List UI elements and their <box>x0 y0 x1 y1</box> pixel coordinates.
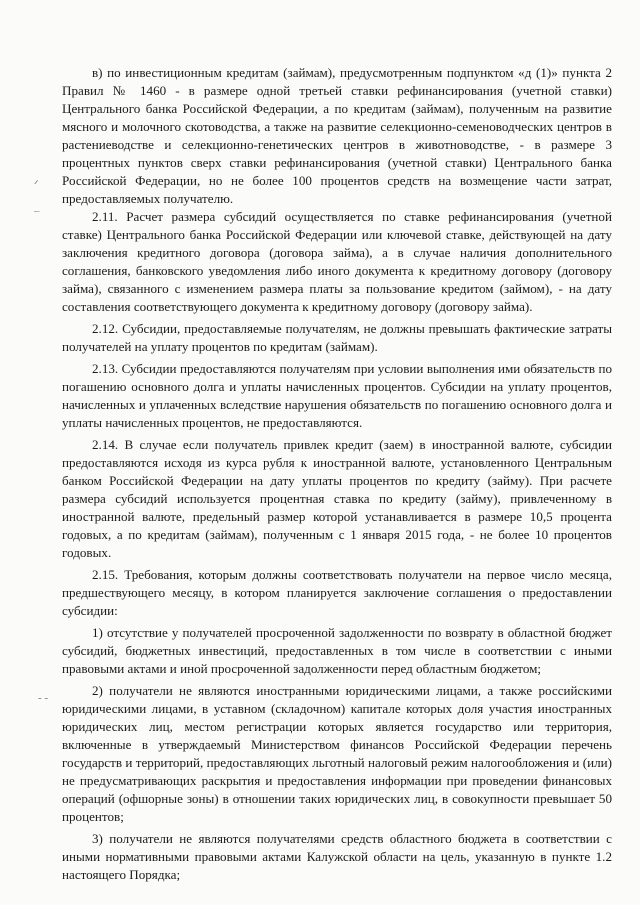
document-body <box>62 64 612 884</box>
list-item-2: 2) получатели не являются иностранными юридическими лицами, а также российскими юридическими лицами, в уставном (складочном) капитале которых доля участия иностранных юридических лиц, местом регистрации которых является государство или территория, включенные в утверждаемый Министерством финансов Российской Федерации перечень государств и территорий, предоставляющих льготный налоговый режим налогообложения и (или) не предусматривающих раскрытия и предоставления информации при проведении финансовых операций (офшорные зоны) в отношении таких юридических лиц, в совокупности превышает 50 процентов; <box>62 683 612 824</box>
paragraph-2-13: 2.13. Субсидии предоставляются получателям при условии выполнения ими обязательств по погашению основного долга и уплаты начисленных процентов. Субсидии на уплату процентов, начисленных и уплаченных вследствие нарушения обязательств по погашению основного долга и уплаты начисленных процентов, не предоставляются. <box>62 361 612 430</box>
paragraph-subitem-v: в) по инвестиционным кредитам (займам), предусмотренным подпунктом «д (1)» пункта 2 Правил № 1460 - в размере одной третьей ставки рефинансирования (учетной ставки) Центрального банка Российской Федерации, а по кредитам (займам), полученным на развитие мясного и молочного скотоводства, а также на развитие селекционно-семеноводческих центров в растениеводстве и селекционно-генетических центров в животноводстве, - в размере 3 процентных пунктов сверх ставки рефинансирования (учетной ставки) Центрального банка Российской Федерации, но не более 100 процентов средств на возмещение части затрат, предоставляемых получателю. <box>62 65 612 206</box>
margin-mark: - - <box>38 692 49 704</box>
paragraph-2-11: 2.11. Расчет размера субсидий осуществляется по ставке рефинансирования (учетной ставке) Центрального банка Российской Федерации или ключевой ставке, действующей на дату заключения кредитного договора (договора займа), а в случае наличия дополнительного соглашения, банковского уведомления либо иного документа к кредитному договору (договору займа), связанного с изменением размера платы за пользование кредитом (займом), - на дату составления соответствующего документа к кредитному договору (договору займа). <box>62 209 612 314</box>
paragraph-2-14: 2.14. В случае если получатель привлек кредит (заем) в иностранной валюте, субсидии предоставляются исходя из курса рубля к иностранной валюте, установленного Центральным банком Российской Федерации на дату уплаты процентов по кредиту (займу). При расчете размера субсидий используется процентная ставка по кредиту (займу), привлеченному в иностранной валюте, предельный размер которой устанавливается в размере 10,5 процента годовых, а по кредитам (займам), полученным с 1 января 2015 года, - не более 10 процентов годовых. <box>62 437 612 560</box>
paragraph-2-12: 2.12. Субсидии, предоставляемые получателям, не должны превышать фактические затраты получателей на уплату процентов по кредитам (займам). <box>62 321 612 354</box>
list-item-3: 3) получатели не являются получателями средств областного бюджета в соответствии с иными нормативными правовыми актами Калужской области на цель, указанную в пункте 1.2 настоящего Порядка; <box>62 831 612 882</box>
margin-mark: ᐟ <box>34 179 39 191</box>
margin-mark: – <box>34 205 40 217</box>
paragraph-2-15: 2.15. Требования, которым должны соответствовать получатели на первое число месяца, предшествующего месяцу, в котором планируется заключение соглашения о предоставлении субсидии: <box>62 567 612 618</box>
list-item-1: 1) отсутствие у получателей просроченной задолженности по возврату в областной бюджет субсидий, бюджетных инвестиций, предоставленных в том числе в соответствии с иными правовыми актами и иной просроченной задолженности перед областным бюджетом; <box>62 625 612 676</box>
